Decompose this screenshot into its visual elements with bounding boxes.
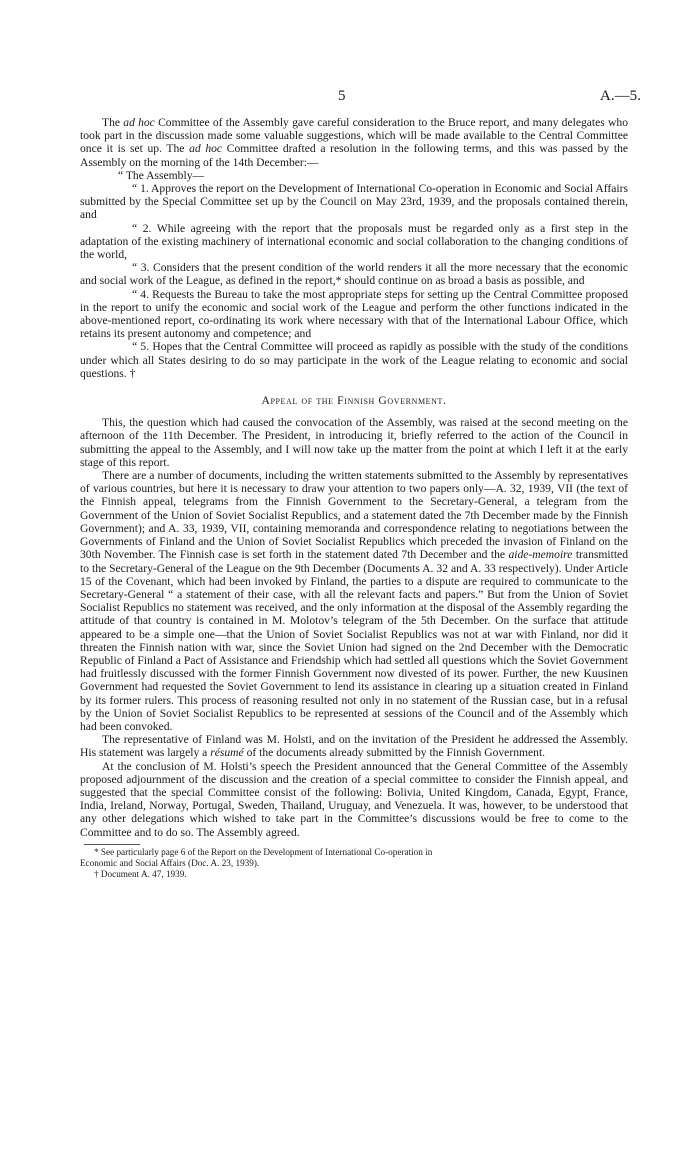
resolution-opening: “ The Assembly— bbox=[118, 168, 205, 182]
intro-paragraph: The ad hoc Committee of the Assembly gave careful consideration to the Bruce report, and many delegates who took part in the discussion made some valuable suggestions, which will be made available to the Central Committee once it is set up. The ad hoc Committee drafted a resolution in the following terms, and this was passed by the Assembly on the morning of the 14th December:— bbox=[80, 116, 629, 169]
aide-memoire-term: aide-memoire bbox=[508, 548, 573, 562]
footnote-divider bbox=[84, 844, 140, 845]
resolution-paragraph: “ 4. Requests the Bureau to take the most appropriate steps for setting up the Central Committee proposed in the report to unify the economic and social work of the League and perform the other functions indicated in the above-mentioned report, co-ordinating its work where necessary with that of the International Labour Office, which retains its present autonomy and competence; and bbox=[80, 287, 628, 341]
resolution-paragraph: “ 1. Approves the report on the Development of International Co-operation in Economic and Social Affairs submitted by the Special Committee set up by the Council on May 23rd, 1939, and the proposals contained therein, and bbox=[80, 182, 628, 222]
footnote-1: * See particularly page 6 of the Report on the Development of International Co-operation in bbox=[94, 846, 433, 857]
section-heading: Appeal of the Finnish Government. bbox=[261, 394, 447, 408]
resolution-quote bbox=[80, 169, 628, 380]
resume-term: résumé bbox=[210, 746, 244, 760]
resolution-paragraph: “ 3. Considers that the present condition of the world renders it all the more necessary that the economic and social work of the League, as defined in the report,* should continue on as broad a basis as possible, and bbox=[80, 261, 628, 288]
appeal-paragraph: There are a number of documents, including the written statements submitted to the Assembly by representatives of various countries, but here it is necessary to draw your attention to two papers only—A. 32, 1939, VII (the text of the Finnish appeal, telegrams from the Finnish Government to the Secretary-General, a telegram from the Government of the Union of Soviet Socialist Republics, and a statement dated the 7th December made by the Finnish Government); and A. 33, 1939, VII, containing memoranda and correspondence relating to negotiations between the Governments of Finland and the Union of Soviet Socialist Republics which preceded the invasion of Finland on the 30th November. The Finnish case is set forth in the statement dated 7th December and the aide-memoire transmitted to the Secretary-General of the League on the 9th December (Documents A. 32 and A. 33 respectively). Under Article 15 of the Covenant, which had been invoked by Finland, the parties to a dispute are required to communicate to the Secretary-General “ a statement of their case, with all the relevant facts and papers.” But from the Union of Soviet Socialist Republics no statement was received, and the only information at the disposal of the Assembly regarding the attitude of that country is contained in M. Molotov’s telegram of the 5th December. On the surface that attitude appeared to be a simple one—that the Union of Soviet Socialist Republics was not at war with Finland, nor did it threaten the Finnish nation with war, since the Soviet Union had signed on the 2nd December with the Democratic Republic of Finland a Pact of Assistance and Friendship which had settled all questions which the Soviet Government had fruitlessly discussed with the former Finnish Government now divested of its power. Further, the new Kuusinen Government had requested the Soviet Government to lend its assistance in clearing up a situation created in Finland by its former rulers. This process of reasoning resulted not only in no statement of the Russian case, but in a refusal by the Union of Soviet Socialist Republics to be represented at sessions of the Council and of the Assembly which had been convoked. bbox=[80, 469, 628, 733]
resolution-paragraph: “ 5. Hopes that the Central Committee will proceed as rapidly as possible with the study of the conditions under which all States desiring to do so may participate in the work of the League relating to economic and social questions. † bbox=[80, 340, 628, 380]
appeal-paragraph: The representative of Finland was M. Holsti, and on the invitation of the President he addressed the Assembly. His statement was largely a résumé of the documents already submitted by the Finnish Government. bbox=[80, 733, 628, 760]
document-reference: A.—5. bbox=[600, 88, 641, 104]
page-number: 5 bbox=[338, 88, 346, 104]
footnote-2: † Document A. 47, 1939. bbox=[94, 868, 187, 879]
adhoc-term: ad hoc bbox=[123, 116, 155, 129]
body-text bbox=[80, 116, 628, 880]
adhoc-term: ad hoc bbox=[189, 142, 223, 156]
resolution-paragraph: “ 2. While agreeing with the report that the proposals must be regarded only as a first step in the adaptation of the existing machinery of international economic and social collaboration to the changing conditions of the world, bbox=[80, 221, 628, 262]
footnotes bbox=[80, 847, 628, 880]
appeal-paragraph: This, the question which had caused the convocation of the Assembly, was raised at the second meeting on the afternoon of the 11th December. The President, in introducing it, briefly referred to the action of the Council in submitting the appeal to the Assembly, and I will now take up the matter from the point at which I left it at the early stage of this report. bbox=[80, 416, 628, 469]
appeal-paragraph: At the conclusion of M. Holsti’s speech the President announced that the General Committee of the Assembly proposed adjournment of the discussion and the creation of a special committee to consider the Finnish appeal, and suggested that the special Committee consist of the following: Bolivia, United Kingdom, Canada, Egypt, France, India, Ireland, Norway, Portugal, Sweden, Thailand, Uruguay, and Venezuela. It was, however, to be understood that any other delegations which wished to take part in the Committee’s discussions would be free to come to the Committee and to do so. The Assembly agreed. bbox=[80, 759, 628, 839]
footnote-1-continued: Economic and Social Affairs (Doc. A. 23, 1939). bbox=[80, 857, 260, 868]
